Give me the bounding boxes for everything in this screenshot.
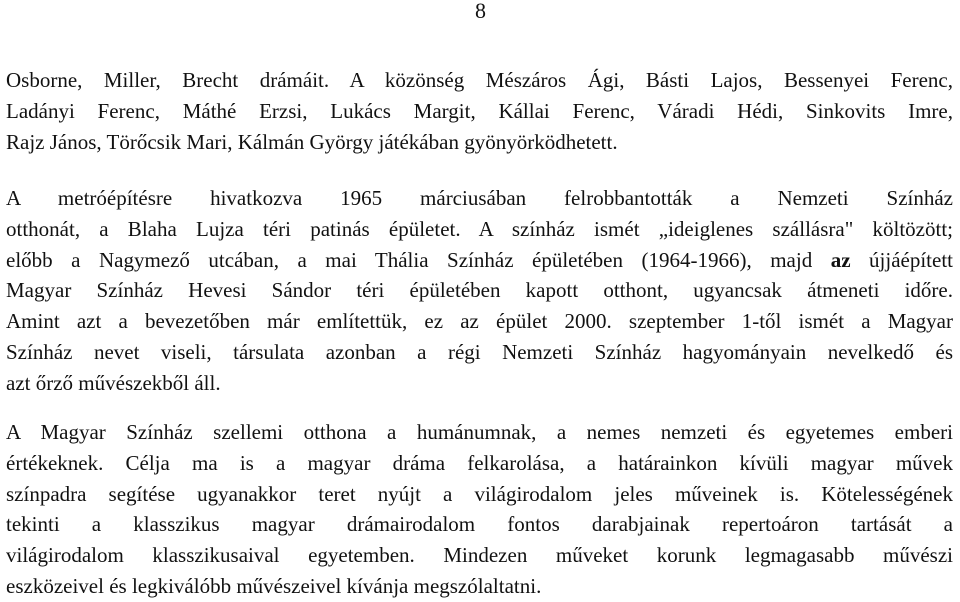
text-line: A Magyar Színház szellemi otthona a humánumnak, a nemes nemzeti és egyetemes emberi bbox=[6, 420, 953, 444]
paragraph-3 bbox=[6, 417, 953, 602]
text-line: A metróépítésre hivatkozva 1965 márciusában felrobbantották a Nemzeti Színház bbox=[6, 186, 953, 210]
text-line: értékeknek. Célja ma is a magyar dráma felkarolása, a határainkon kívüli magyar művek bbox=[6, 450, 953, 475]
text-line: Ladányi Ferenc, Máthé Erzsi, Lukács Margit, Kállai Ferenc, Váradi Hédi, Sinkovits Imre, bbox=[6, 98, 953, 123]
text-segment: előbb a Nagymező utcában, a mai Thália Színház épületében (1964-1966), majd bbox=[6, 247, 831, 272]
page-number: 8 bbox=[475, 0, 486, 23]
text-line: Amint azt a bevezetőben már említettük, ez az épület 2000. szeptember 1-től ismét a Magyar bbox=[6, 309, 953, 334]
text-segment: újjáépített bbox=[850, 247, 953, 272]
text-line: azt őrző művészekből áll. bbox=[6, 370, 221, 395]
text-line: Osborne, Miller, Brecht drámáit. A közönség Mészáros Ági, Básti Lajos, Bessenyei Ferenc, bbox=[6, 68, 953, 92]
text-line: színpadra segítése ugyanakkor teret nyújt a világirodalom jeles műveinek is. Kötelességének bbox=[6, 481, 953, 506]
text-line: Rajz János, Törőcsik Mari, Kálmán György játékában gyönyörködhetett. bbox=[6, 129, 618, 154]
text-line: tekinti a klasszikus magyar drámairodalom fontos darabjainak repertoáron tartását a bbox=[6, 512, 953, 537]
text-line: otthonát, a Blaha Lujza téri patinás épületet. A színház ismét „ideiglenes szállásra" költözött; bbox=[6, 216, 953, 241]
text-line: eszközeivel és legkiválóbb művészeivel kívánja megszólaltatni. bbox=[6, 573, 542, 598]
text-line: világirodalom klasszikusaival egyetemben. Mindezen műveket korunk legmagasabb művészi bbox=[6, 543, 953, 568]
paragraph-2 bbox=[6, 183, 953, 399]
paragraph-1 bbox=[6, 65, 953, 157]
text-line: Színház nevet viseli, társulata azonban a régi Nemzeti Színház hagyományain nevelkedő és bbox=[6, 339, 953, 364]
bold-word: az bbox=[830, 247, 851, 272]
text-line: Magyar Színház Hevesi Sándor téri épületében kapott otthont, ugyancsak átmeneti időre. bbox=[6, 278, 953, 303]
text-line bbox=[6, 245, 953, 276]
